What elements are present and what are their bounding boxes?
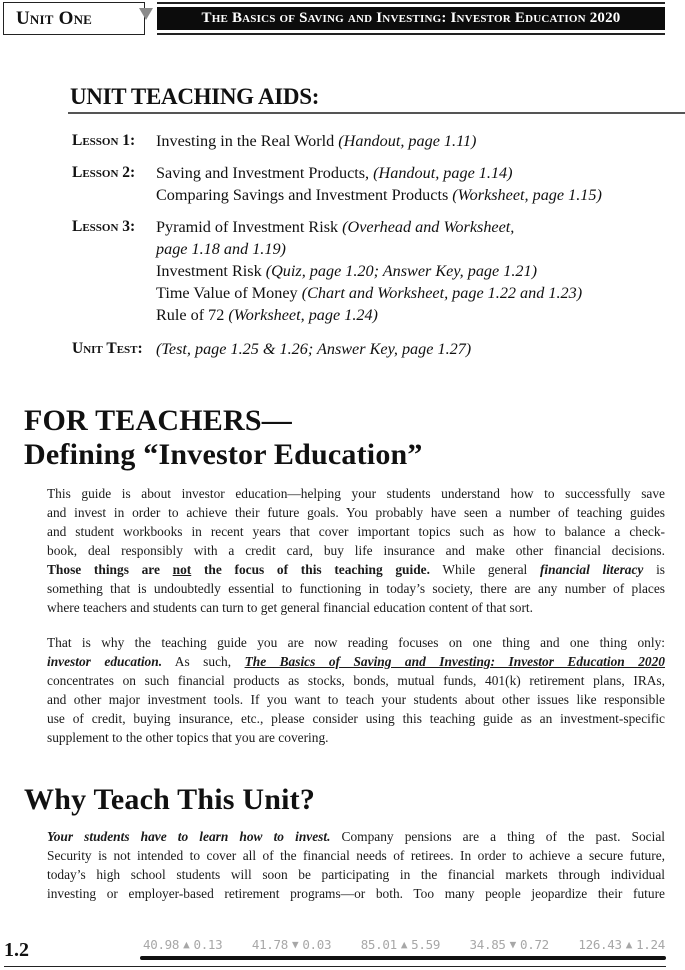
lesson-label: Lesson 3: bbox=[72, 218, 136, 235]
lesson-item: page 1.18 and 1.19) bbox=[156, 240, 286, 258]
up-triangle-icon: ▲ bbox=[625, 938, 633, 951]
lesson-label: Lesson 2: bbox=[72, 164, 136, 181]
paragraph-focus: That is why the teaching guide you are now reading focuses on one thing and one thing only: investor education. As such, The Basics of Saving and Investing: Investor Education 2020 concentrates on such financial products as stocks, bonds, mutual funds, 401(k) retirement plans, IRAs, and other major investment tools. If you want to teach your students about other issues like responsible use of credit, buying insurance, etc., please consider using this teaching guide as an investment-specific supplement to the other topics that you are covering. bbox=[47, 635, 665, 745]
section-divider bbox=[68, 112, 685, 114]
lesson-item: Time Value of Money (Chart and Worksheet, page 1.22 and 1.23) bbox=[156, 284, 583, 302]
down-triangle-icon bbox=[139, 8, 153, 20]
lesson-item: (Test, page 1.25 & 1.26; Answer Key, page 1.27) bbox=[156, 340, 472, 358]
unit-label-box bbox=[3, 2, 145, 35]
lesson-item: Pyramid of Investment Risk (Overhead and Worksheet, bbox=[156, 218, 515, 236]
up-triangle-icon: ▲ bbox=[183, 938, 190, 951]
book-title-reference: The Basics of Saving and Investing: Investor Education 2020 bbox=[244, 654, 665, 669]
down-triangle-icon: ▼ bbox=[291, 938, 299, 951]
book-title: The Basics of Saving and Investing: Investor Education 2020 bbox=[201, 10, 621, 26]
defining-heading: Defining “Investor Education” bbox=[24, 438, 423, 471]
ticker-item: 34.85 ▼ 0.72 bbox=[469, 937, 549, 952]
header-rule-bottom bbox=[157, 33, 665, 35]
header-rule-top bbox=[157, 2, 665, 4]
for-teachers-heading: FOR TEACHERS— bbox=[24, 404, 292, 437]
lesson-item: Rule of 72 (Worksheet, page 1.24) bbox=[156, 306, 378, 324]
stock-ticker bbox=[143, 937, 665, 952]
ticker-item: 85.01 ▲ 5.59 bbox=[360, 937, 441, 952]
page-number: 1.2 bbox=[4, 939, 29, 961]
paragraph-why: Your students have to learn how to invest. Company pensions are a thing of the past. Social Security is not intended to cover all of the financial needs of retirees. In order to achieve a secure future, today’s high school students will soon be participating in the financial markets through individual investing or employer-based retirement programs—or both. Too many people jeopardize their future bbox=[47, 829, 665, 901]
down-triangle-icon: ▼ bbox=[509, 938, 516, 951]
lesson-label: Unit Test: bbox=[72, 340, 143, 357]
teaching-aids-title: UNIT TEACHING AIDS: bbox=[70, 84, 320, 109]
ticker-item: 126.43 ▲ 1.24 bbox=[578, 937, 665, 952]
lesson-item: Investing in the Real World (Handout, page 1.11) bbox=[156, 132, 477, 150]
up-triangle-icon: ▲ bbox=[400, 938, 408, 951]
lesson-item: Comparing Savings and Investment Products (Worksheet, page 1.15) bbox=[156, 186, 602, 204]
ticker-item: 40.98 ▲ 0.13 bbox=[143, 937, 223, 952]
ticker-item: 41.78 ▼ 0.03 bbox=[251, 937, 332, 952]
why-teach-heading: Why Teach This Unit? bbox=[24, 783, 316, 816]
lesson-item: Saving and Investment Products, (Handout, page 1.14) bbox=[156, 164, 513, 182]
header-title-band bbox=[157, 7, 665, 30]
lesson-label: Lesson 1: bbox=[72, 132, 136, 149]
paragraph-intro: This guide is about investor education—helping your students understand how to successfully save and invest in order to achieve their future goals. You probably have seen a number of teaching guides and student workbooks in recent years that cover important topics such as how to balance a check- book, deal responsibly with a credit card, buy life insurance and make other financial decisions. Those things are not the focus of this teaching guide. While general financial literacy is something that is undoubtedly essential to functioning in today’s society, there are any number of places where teachers and students can turn to get general financial education content of that sort. bbox=[47, 486, 666, 615]
footer-rule bbox=[4, 966, 666, 967]
ticker-bar bbox=[140, 956, 666, 960]
lesson-item: Investment Risk (Quiz, page 1.20; Answer Key, page 1.21) bbox=[156, 262, 537, 280]
unit-label: Unit One bbox=[16, 7, 93, 29]
financial-literacy-term: financial literacy bbox=[539, 562, 644, 577]
